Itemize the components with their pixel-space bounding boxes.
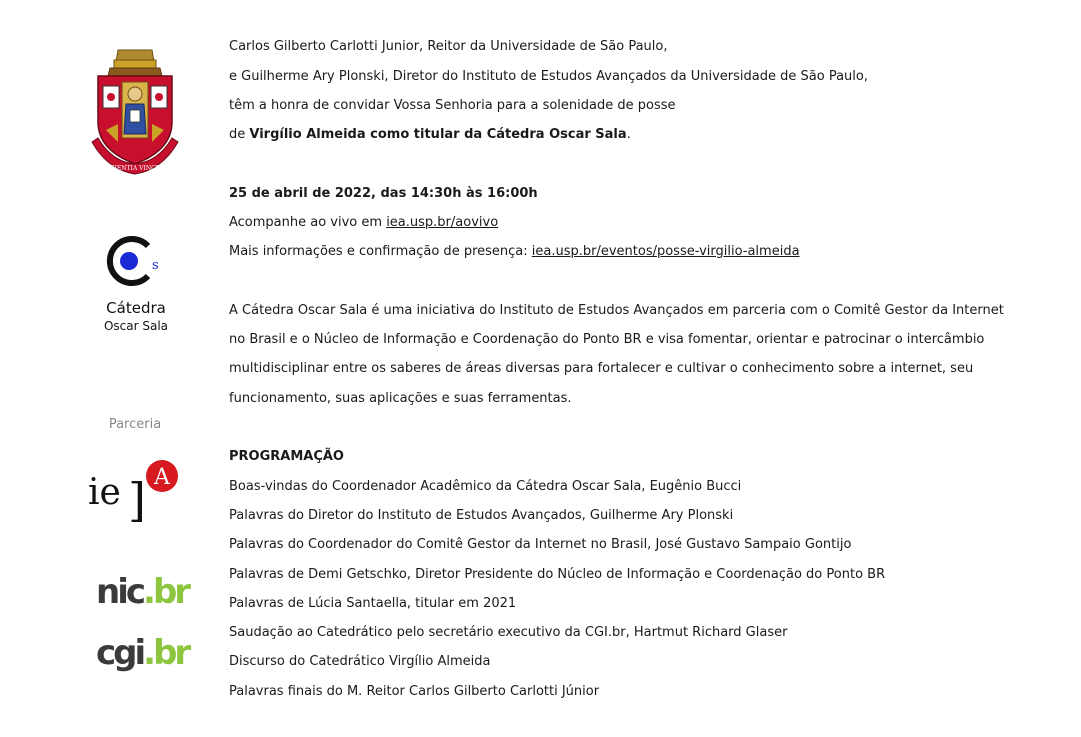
program-item: Discurso do Catedrático Virgílio Almeida [229,654,491,669]
nic-main-text: nic [96,572,144,612]
catedra-oscar-sala-logo [100,236,180,336]
catedra-c-symbol-icon [104,236,166,286]
invitation-line-4-suffix: . [626,127,631,142]
usp-motto: SCIENTIA VINCES [105,165,165,172]
more-info-line [229,244,800,260]
program-heading [229,449,344,465]
iea-badge-letter: A [154,465,170,490]
logo-column [0,0,230,737]
live-stream-line [229,215,498,231]
svg-text:nic.br [96,572,191,612]
program-item: Boas-vindas do Coordenador Acadêmico da Cátedra Oscar Sala, Eugênio Bucci [229,479,742,494]
nic-br-logo [96,563,189,613]
cgi-main-text: cgi [96,633,144,673]
parceria-label: Parceria [108,417,162,432]
program-item: Palavras finais do M. Reitor Carlos Gilberto Carlotti Júnior [229,684,600,699]
catedra-word: Cátedra [106,299,166,317]
usp-coat-of-arms-logo [88,42,182,178]
about-line-4: funcionamento, suas aplicações e suas ferramentas. [229,391,572,406]
nic-dot: . [143,572,153,612]
program-item: Palavras do Diretor do Instituto de Estudos Avançados, Guilherme Ary Plonski [229,508,734,523]
nic-tld: br [152,572,189,612]
iea-text: ie [88,472,121,513]
invitation-line-4-prefix: de [229,127,250,142]
about-line-2: no Brasil e o Núcleo de Informação e Coordenação do Ponto BR e visa fomentar, orientar e patrocinar o intercâmbio [229,332,985,347]
about-line-1: A Cátedra Oscar Sala é uma iniciativa do Instituto de Estudos Avançados em parceria com o Comitê Gestor da Internet [229,303,1004,318]
live-stream-prefix: Acompanhe ao vivo em [229,215,387,230]
iea-bracket: ] [128,473,146,527]
program-item: Saudação ao Catedrático pelo secretário executivo da CGI.br, Hartmut Richard Glaser [229,625,788,640]
cgi-dot: . [143,633,154,673]
invitation-line-2: e Guilherme Ary Plonski, Diretor do Instituto de Estudos Avançados da Universidade de São Paulo, [229,69,868,84]
program-item: Palavras do Coordenador do Comitê Gestor da Internet no Brasil, José Gustavo Sampaio Gontijo [229,537,852,552]
invitation-line-4 [229,127,631,143]
cgi-tld: br [153,633,189,673]
event-date-text: 25 de abril de 2022, das 14:30h às 16:00h [229,186,538,201]
program-heading-text: PROGRAMAÇÃO [229,449,344,464]
about-line-3: multidisciplinar entre os saberes de áreas diversas para fortalecer e cultivar o conhecimento sobre a internet, seu [229,361,974,376]
cgi-br-logo [96,624,189,680]
invitation-line-3: têm a honra de convidar Vossa Senhoria para a solenidade de posse [229,98,676,113]
catedra-s-letter: s [152,258,159,273]
more-info-prefix: Mais informações e confirmação de presença: [229,244,532,259]
program-item: Palavras de Lúcia Santaella, titular em 2021 [229,596,517,611]
honoree-name: Virgílio Almeida como titular da Cátedra Oscar Sala [249,127,627,142]
invitation-line-1: Carlos Gilberto Carlotti Junior, Reitor da Universidade de São Paulo, [229,39,668,54]
program-item: Palavras de Demi Getschko, Diretor Presidente do Núcleo de Informação e Coordenação do Ponto BR [229,567,886,582]
iea-logo [88,458,184,527]
event-date [229,186,538,202]
live-stream-link[interactable]: iea.usp.br/aovivo [386,215,499,230]
event-info-link[interactable]: iea.usp.br/eventos/posse-virgilio-almeida [531,244,800,259]
svg-text:cgi.br [96,633,191,673]
catedra-subtitle: Oscar Sala [103,319,169,333]
